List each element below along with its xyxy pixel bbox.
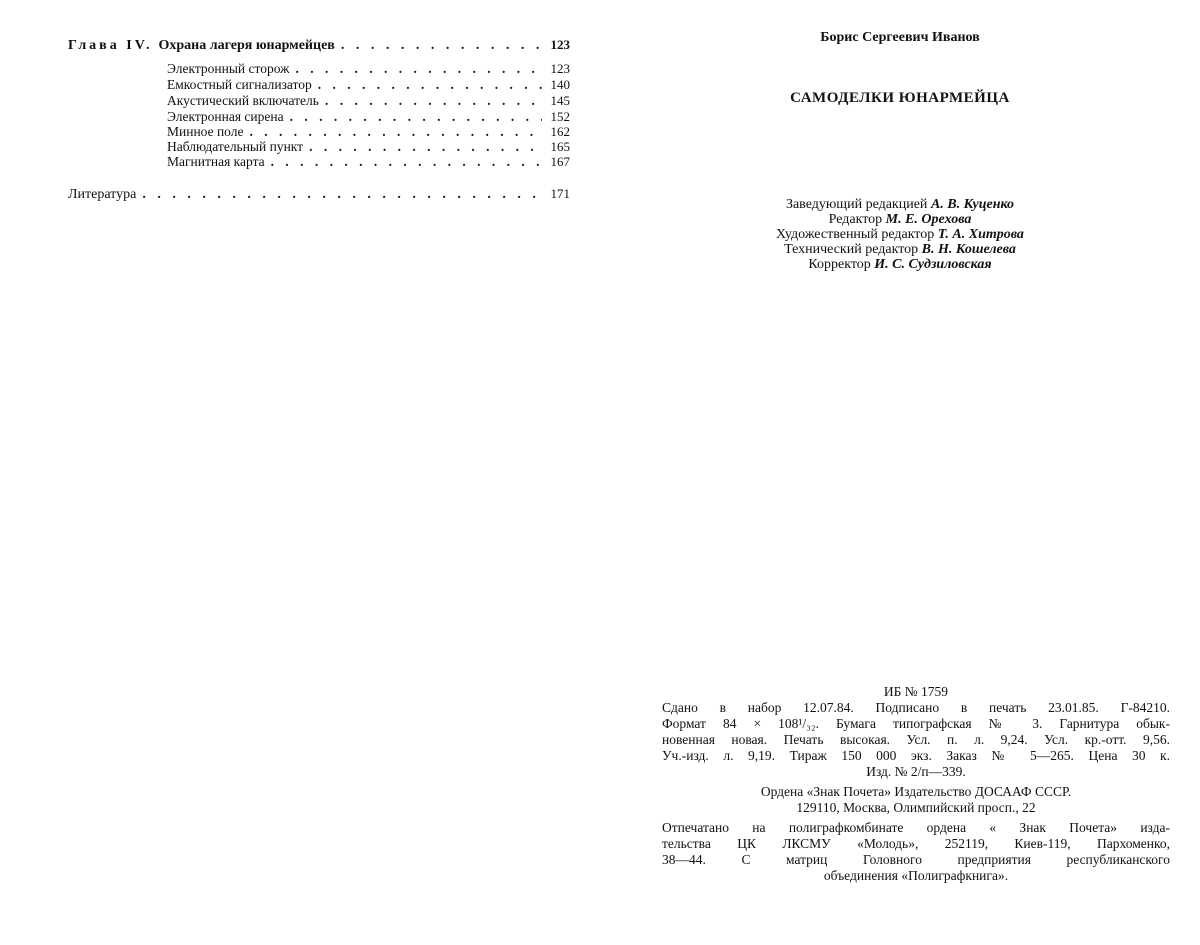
credit-role: Художественный редактор — [776, 227, 935, 242]
printer-line: тельства ЦК ЛКСМУ «Молодь», 252119, Киев-119, Пархоменко, — [662, 836, 1170, 851]
toc-chapter-entry — [68, 37, 570, 54]
toc-section-page: 167 — [550, 154, 570, 169]
toc-literature-entry — [68, 186, 570, 203]
printer-line: Отпечатано на полиграфкомбинате ордена « Знак Почета» изда- — [662, 820, 1170, 835]
imprint-ib-number: ИБ № 1759 — [883, 684, 949, 699]
book-author: Борис Сергеевич Иванов — [820, 30, 980, 45]
toc-literature-title: Литература — [68, 187, 137, 202]
toc-section-entry — [167, 93, 570, 109]
toc-section-entry — [167, 109, 570, 125]
imprint-line: Уч.-изд. л. 9,19. Тираж 150 000 экз. Заказ № 5—265. Цена 30 к. — [662, 748, 1170, 763]
imprint-block — [662, 684, 1170, 884]
credit-name: М. Е. Орехова — [885, 212, 972, 227]
credits-block — [600, 197, 1200, 272]
book-title: САМОДЕЛКИ ЮНАРМЕЙЦА — [790, 90, 1010, 106]
credit-line — [600, 197, 1200, 212]
credit-name: А. В. Куценко — [930, 197, 1015, 212]
toc-leader-dots — [309, 139, 542, 155]
credit-role: Технический редактор — [784, 242, 919, 257]
toc-section-page: 123 — [550, 61, 570, 76]
toc-literature-page: 171 — [550, 186, 570, 201]
toc-section-page: 162 — [550, 124, 570, 139]
printer-line: 38—44. С матриц Головного предприятия республиканского — [662, 852, 1170, 867]
toc-section-page: 145 — [550, 93, 570, 108]
imprint-line: новенная новая. Печать высокая. Усл. п. л. 9,24. Усл. кр.-отт. 9,56. — [662, 732, 1170, 747]
toc-section-entry — [167, 77, 570, 93]
credit-role: Заведующий редакцией — [785, 197, 928, 212]
toc-leader-dots — [290, 109, 542, 125]
credit-line — [600, 227, 1200, 242]
credit-name: Т. А. Хитрова — [937, 227, 1024, 242]
imprint-line: Сдано в набор 12.07.84. Подписано в печать 23.01.85. Г-84210. — [662, 700, 1170, 715]
toc-leader-dots — [341, 38, 542, 54]
credit-name: В. Н. Кошелева — [921, 242, 1016, 257]
imprint-line: Формат 84 × 108¹/₃₂. Бумага типографская № 3. Гарнитура обык- — [662, 716, 1170, 731]
toc-section-title: Магнитная карта — [167, 154, 265, 169]
toc-section-page: 165 — [550, 139, 570, 154]
credit-line — [600, 212, 1200, 227]
toc-leader-dots — [271, 154, 542, 170]
toc-section-entry — [167, 139, 570, 155]
toc-section-title: Электронный сторож — [167, 61, 290, 76]
toc-section-page: 140 — [550, 77, 570, 92]
toc-section-entry — [167, 154, 570, 170]
credit-line — [600, 257, 1200, 272]
toc-leader-dots — [295, 61, 542, 77]
toc-section-title: Минное поле — [167, 124, 244, 139]
toc-section-entry — [167, 124, 570, 140]
printer-line: объединения «Полиграфкнига». — [823, 868, 1009, 883]
toc-section-page: 152 — [550, 109, 570, 124]
credit-name: И. С. Судзиловская — [874, 257, 992, 272]
toc-chapter-label: Глава IV. — [68, 38, 153, 53]
toc-section-title: Емкостный сигнализатор — [167, 77, 312, 92]
toc-section-title: Акустический включатель — [167, 93, 319, 108]
publisher-name: Ордена «Знак Почета» Издательство ДОСААФ СССР. — [760, 784, 1072, 799]
toc-section-title: Электронная сирена — [167, 109, 284, 124]
toc-leader-dots — [318, 77, 542, 93]
toc-section-title: Наблюдательный пункт — [167, 139, 304, 154]
toc-chapter-page: 123 — [550, 37, 570, 52]
credit-line — [600, 242, 1200, 257]
toc-chapter-title: Охрана лагеря юнармейцев — [158, 38, 335, 53]
credit-role: Корректор — [808, 257, 871, 272]
toc-leader-dots — [250, 124, 543, 140]
toc-leader-dots — [325, 93, 542, 109]
imprint-line: Изд. № 2/п—339. — [866, 764, 966, 779]
publisher-address: 129110, Москва, Олимпийский просп., 22 — [796, 800, 1036, 815]
toc-section-entry — [167, 61, 570, 77]
toc-leader-dots — [142, 187, 542, 203]
credit-role: Редактор — [828, 212, 883, 227]
